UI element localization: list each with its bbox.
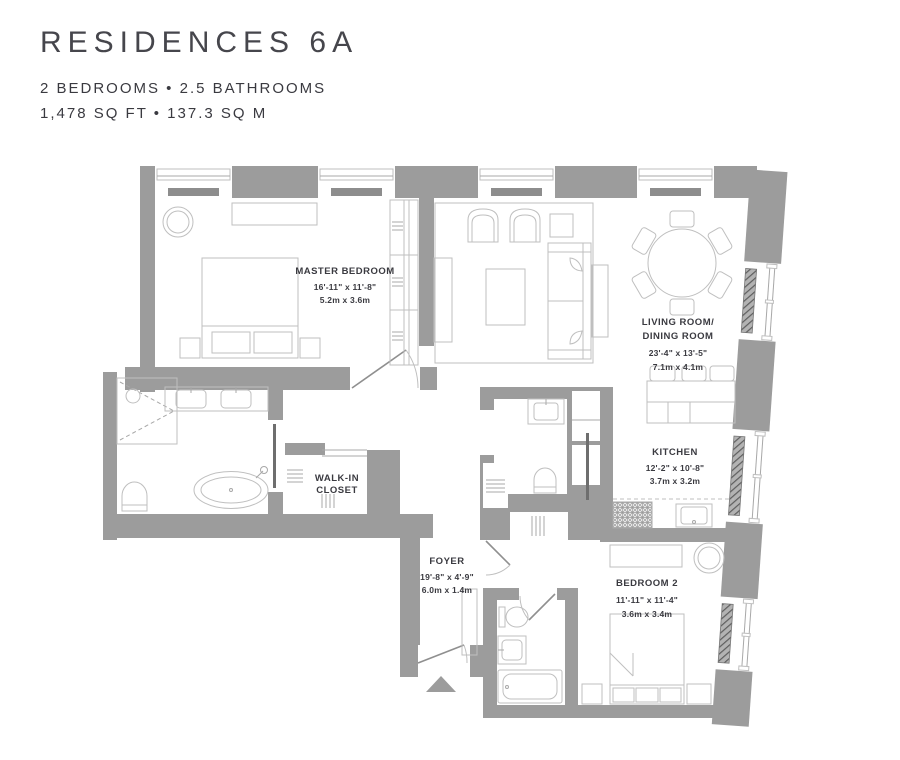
double-vanity-icon <box>165 387 268 411</box>
kitchen-sink-icon <box>676 504 712 527</box>
powder-door-opening <box>478 410 496 455</box>
wall-bath2-bed2-divider <box>565 588 578 705</box>
wall-wic-top-stub <box>283 443 325 455</box>
coffee-table-icon <box>486 269 525 325</box>
page-title: RESIDENCES 6A <box>40 26 359 59</box>
svg-text:16'-11" x 11'-8": 16'-11" x 11'-8" <box>313 282 377 292</box>
wall-kitchen-south <box>600 528 736 542</box>
toilet-master-icon <box>122 482 147 511</box>
label-living-dining <box>642 317 715 372</box>
dresser-icon <box>232 203 317 225</box>
entry-marker-triangle <box>426 676 456 692</box>
svg-text:FOYER: FOYER <box>429 556 465 567</box>
master-bedroom-furniture <box>163 200 418 365</box>
wall-master-living-divider <box>419 196 434 346</box>
window-living-east <box>737 261 783 342</box>
wic-cased-opening <box>322 450 367 456</box>
toilet-2-icon <box>499 607 528 627</box>
stool-3-icon <box>710 366 734 381</box>
sink-2-icon <box>498 636 526 664</box>
svg-text:LIVING ROOM/: LIVING ROOM/ <box>641 317 715 328</box>
nightstand-2l-icon <box>582 684 602 704</box>
svg-text:MASTER BEDROOM: MASTER BEDROOM <box>295 266 395 277</box>
svg-text:BEDROOM 2: BEDROOM 2 <box>615 578 679 589</box>
label-kitchen <box>646 447 705 486</box>
sofa-icon <box>548 243 591 359</box>
window-master-1 <box>155 166 232 198</box>
window-kitchen-east <box>724 429 771 525</box>
bedroom2-door <box>486 541 510 575</box>
svg-text:6.0m x 1.4m: 6.0m x 1.4m <box>421 585 473 595</box>
wall-entry-left-jamb <box>400 658 418 677</box>
svg-text:11'-11" x 11'-4": 11'-11" x 11'-4" <box>615 595 679 605</box>
label-bedroom2 <box>616 578 678 619</box>
svg-text:23'-4" x 13'-5": 23'-4" x 13'-5" <box>648 348 708 358</box>
bedroom2-furniture <box>582 543 724 704</box>
island-icon <box>647 381 735 423</box>
svg-text:KITCHEN: KITCHEN <box>652 447 698 458</box>
window-master-2 <box>318 166 395 198</box>
nightstand-left-icon <box>180 338 200 358</box>
nightstand-2r-icon <box>687 684 711 704</box>
cooktop-icon <box>613 502 652 528</box>
master-closet-shelving <box>390 200 418 365</box>
label-foyer <box>420 556 474 595</box>
foyer-closet-lower <box>510 512 568 540</box>
bed-bath-summary: 2 BEDROOMS • 2.5 BATHROOMS <box>40 80 327 97</box>
foyer-closet-niche <box>483 463 508 508</box>
bed-2-icon <box>610 614 684 704</box>
bed-master-icon <box>202 258 298 358</box>
label-walk-in-closet <box>315 473 359 496</box>
svg-text:DINING ROOM: DINING ROOM <box>642 331 714 342</box>
side-table-icon <box>550 214 573 237</box>
svg-text:CLOSET: CLOSET <box>316 485 358 496</box>
svg-text:3.6m x 3.4m: 3.6m x 3.4m <box>621 609 673 619</box>
svg-text:WALK-IN: WALK-IN <box>314 473 360 484</box>
svg-text:12'-2" x 10'-8": 12'-2" x 10'-8" <box>645 463 705 473</box>
nightstand-right-icon <box>300 338 320 358</box>
wall-wic-right <box>367 450 400 514</box>
label-master-bedroom <box>295 266 394 305</box>
tv-console-icon <box>434 258 452 342</box>
svg-text:19'-8" x 4'-9": 19'-8" x 4'-9" <box>420 572 474 582</box>
dresser-2-icon <box>610 545 682 567</box>
area-summary: 1,478 SQ FT • 137.3 SQ M <box>40 105 268 122</box>
tub-2-icon <box>498 670 562 703</box>
plan-header <box>40 26 358 126</box>
bathtub-icon <box>194 467 268 509</box>
wall-bottom-right <box>483 705 723 718</box>
svg-text:3.7m x 3.2m: 3.7m x 3.2m <box>649 476 701 486</box>
window-bedroom2-east <box>714 596 760 672</box>
console-table-icon <box>592 265 608 337</box>
wall-bath2-left <box>483 588 497 705</box>
window-living-1 <box>478 166 555 198</box>
svg-text:5.2m x 3.6m: 5.2m x 3.6m <box>319 295 371 305</box>
wall-left-upper <box>140 166 155 392</box>
bathroom2-door <box>519 586 557 620</box>
window-living-2 <box>637 166 714 198</box>
wall-foyer-left <box>400 537 420 663</box>
bathroom2-fixtures <box>498 607 562 703</box>
svg-text:7.1m x 4.1m: 7.1m x 4.1m <box>652 362 704 372</box>
dining-set-icon <box>631 211 733 315</box>
right-wall <box>710 169 790 727</box>
master-bath-pocket-door <box>266 420 285 492</box>
wall-bottom-left <box>103 514 433 538</box>
kitchen-pocket-door <box>586 433 589 500</box>
